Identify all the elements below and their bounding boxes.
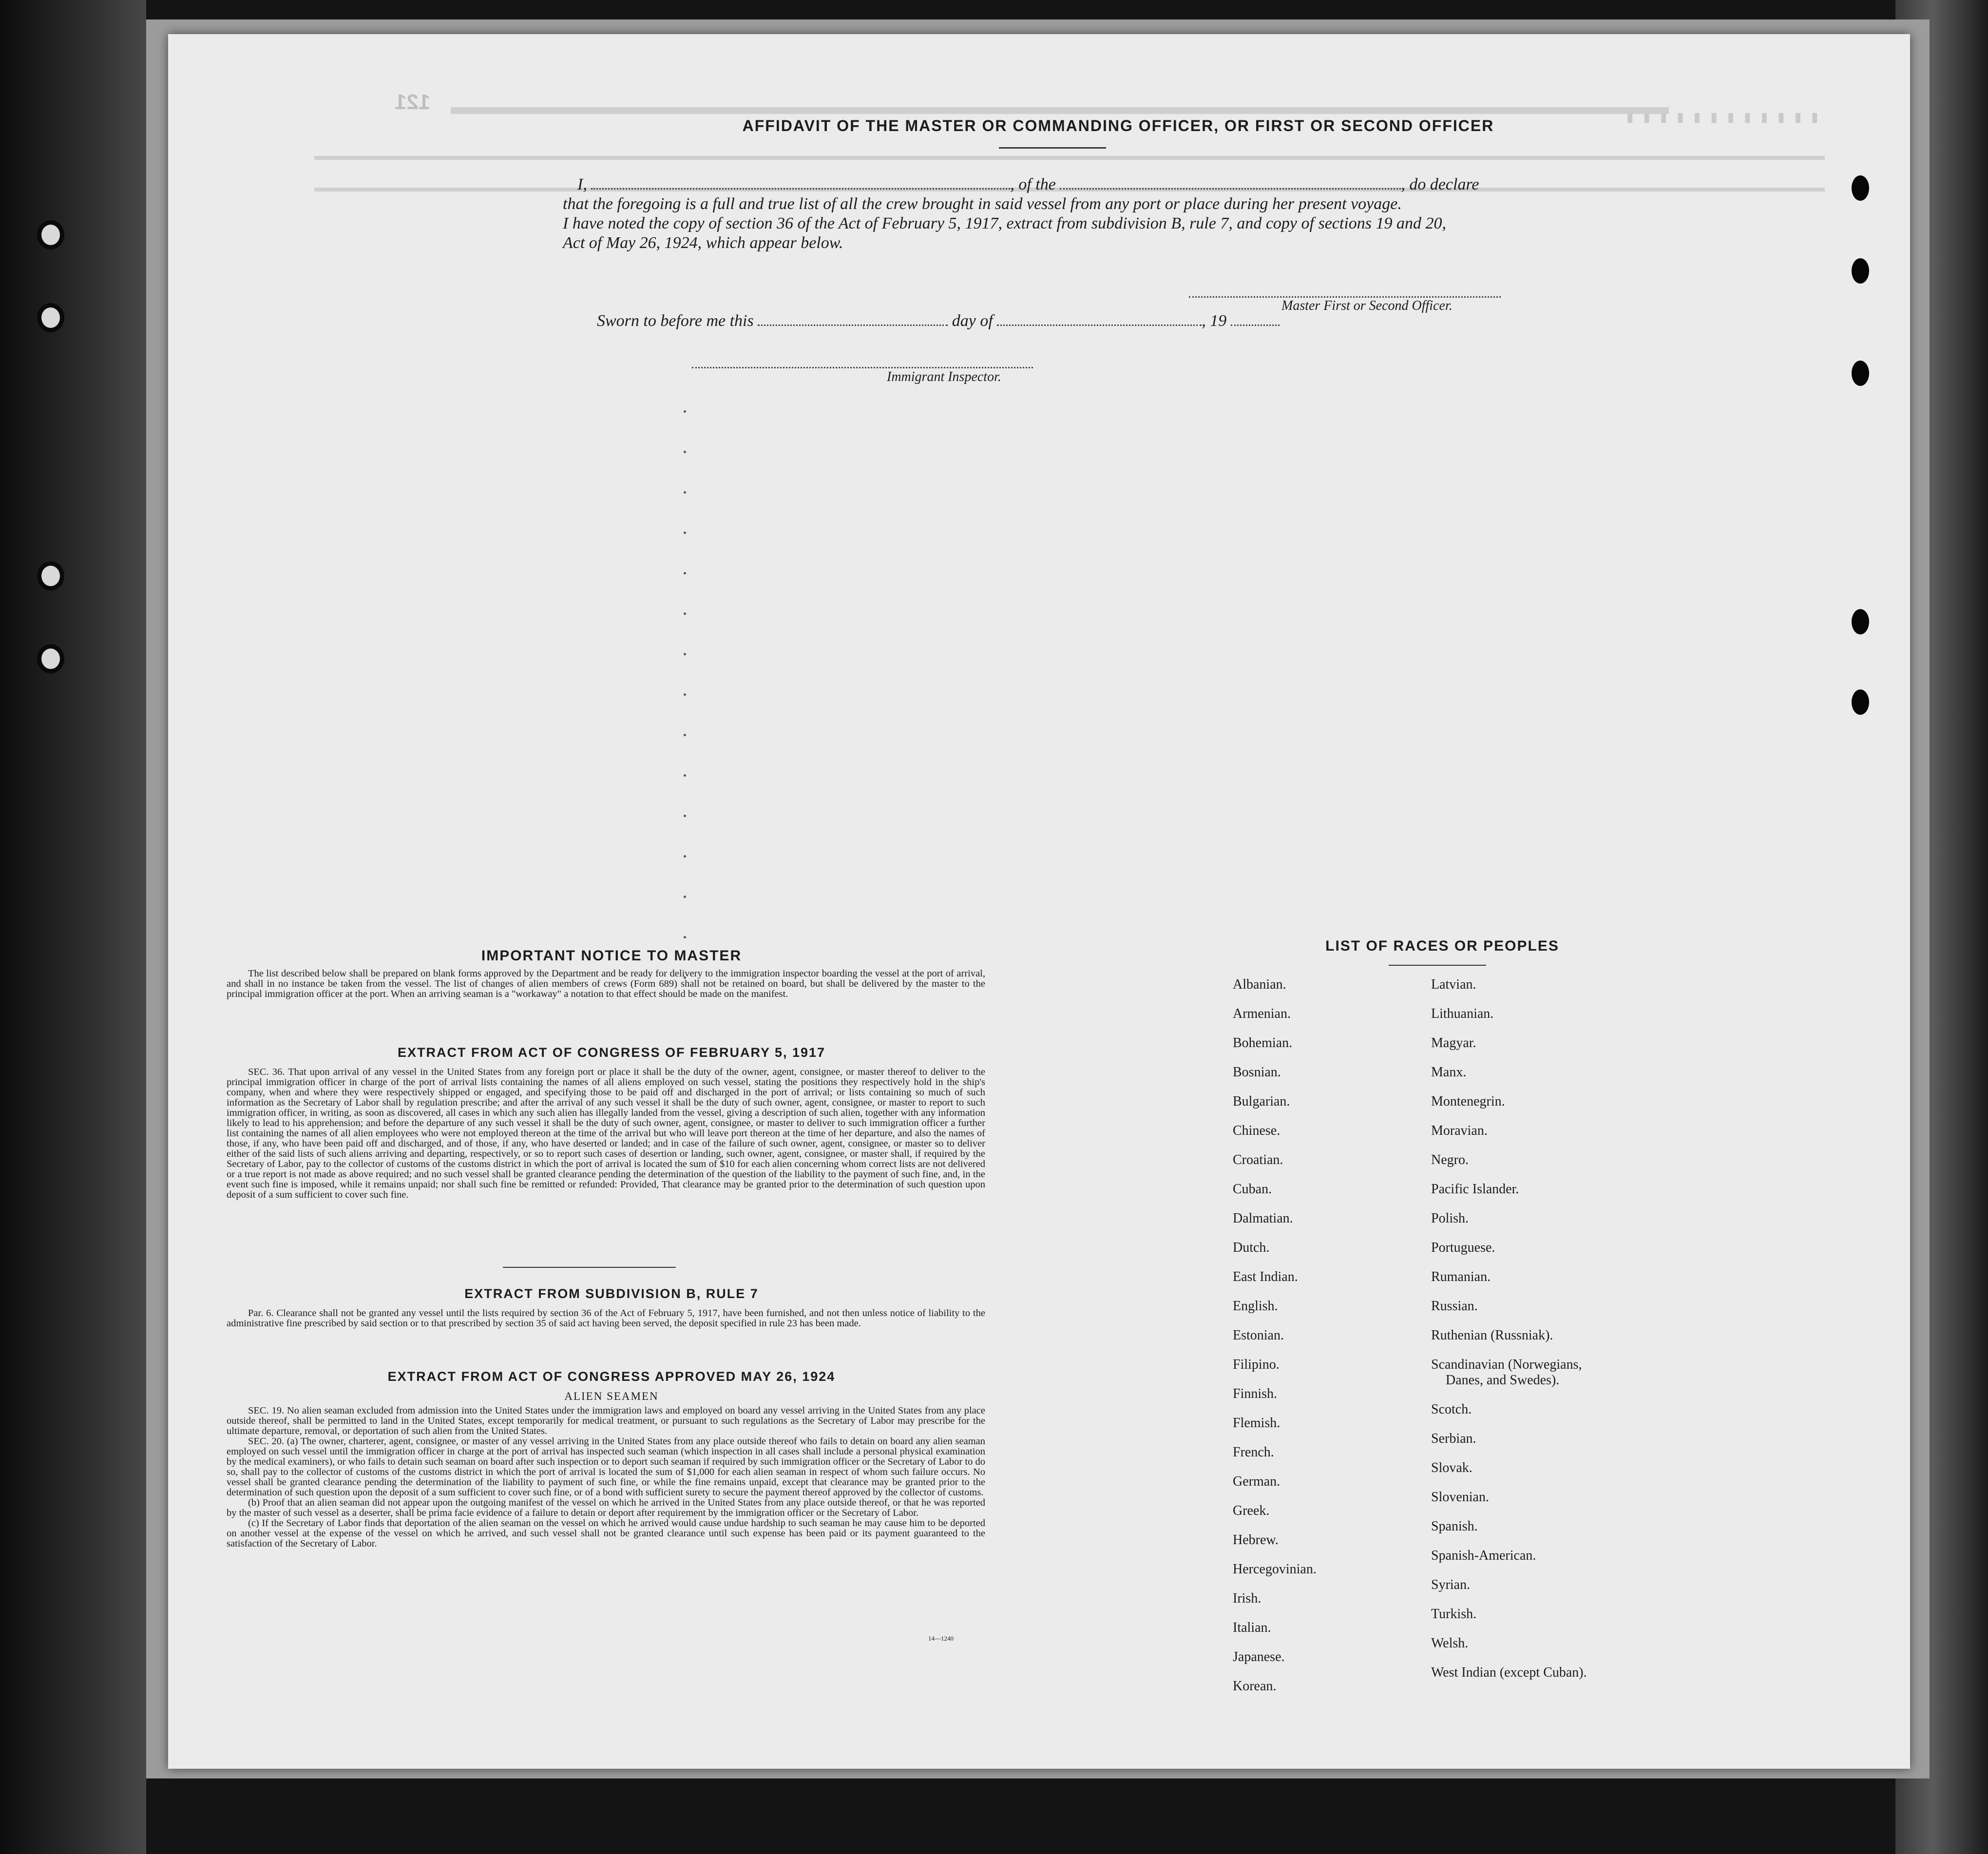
extract-1924-body xyxy=(227,1406,985,1549)
race-item: Slovak. xyxy=(1431,1460,1472,1475)
sec-20a: SEC. 20. (a) The owner, charterer, agent, consignee, or master of any vessel arriving in the United States from any place outside thereof who fails to detain on board any alien seaman employed on such vessel until the immigration officer in charge at the port of arrival has inspected such seaman (which inspection in all cases shall include a personal physical examination by the medical examiners), or who fails to detain such seaman on board after such inspection or to deport such seaman if required by such immigration officer or the Secretary of Labor to do so, shall pay to the collector of customs of the customs district in which the port of arrival is located the sum of $1,000 for each alien seaman in respect of whom such failure occurs. No vessel shall be granted clearance pending the determination of the liability to payment of such fine, or while the fine remains unpaid, except that clearance may be granted prior to the determination of such question upon the deposit of a sum sufficient to cover such fine, or of a bond with sufficient surety to secure the payment thereof approved by the collector of customs. xyxy=(227,1436,985,1498)
race-item: Manx. xyxy=(1431,1065,1467,1080)
race-item: Italian. xyxy=(1233,1620,1271,1635)
year-prefix: , 19 xyxy=(1202,312,1227,330)
race-item: Spanish. xyxy=(1431,1519,1478,1534)
punch-mark xyxy=(1852,609,1869,634)
manifest-page xyxy=(168,34,1910,1769)
race-item: Negro. xyxy=(1431,1152,1469,1167)
binder-hole xyxy=(37,303,64,332)
race-item: Lithuanian. xyxy=(1431,1006,1494,1021)
race-item: Spanish-American. xyxy=(1431,1548,1536,1563)
race-item: Scotch. xyxy=(1431,1402,1472,1417)
affidavit-line-2: that the foregoing is a full and true list of all the crew brought in said vessel from any port or place during her present voyage. xyxy=(563,195,1402,213)
race-item: West Indian (except Cuban). xyxy=(1431,1665,1587,1680)
race-item: Ruthenian (Russniak). xyxy=(1431,1328,1553,1343)
bleed-through-line xyxy=(314,156,1825,160)
race-item: Filipino. xyxy=(1233,1357,1280,1372)
race-item: Moravian. xyxy=(1431,1123,1488,1138)
master-signature-caption: Master First or Second Officer. xyxy=(1281,298,1453,313)
race-item: Pacific Islander. xyxy=(1431,1182,1519,1197)
vessel-name-field[interactable] xyxy=(1060,176,1401,190)
affidavit-line-3: I have noted the copy of section 36 of the Act of February 5, 1917, extract from subdivision B, rule 7, and copy of sections 19 and 20, xyxy=(563,214,1447,232)
divider xyxy=(999,147,1106,149)
notice-body: The list described below shall be prepared on blank forms approved by the Department and be ready for delivery to the immigration inspector boarding the vessel at the port of arrival, and shall in no instance be taken from the vessel. The list of changes of alien members of crews (Form 689) shall not be retained on board, but shall be delivered by the master to the principal immigration officer at the port. When an arriving seaman is a "workaway" a notation to that effect should be made on the manifest. xyxy=(227,968,985,999)
declarant-prefix: I, xyxy=(577,175,587,193)
inspector-signature-caption: Immigrant Inspector. xyxy=(887,369,1001,384)
bleed-through-heading xyxy=(451,107,1669,114)
race-item: Greek. xyxy=(1233,1503,1270,1518)
race-item: Cuban. xyxy=(1233,1182,1272,1197)
race-item: Polish. xyxy=(1431,1211,1469,1226)
race-item: English. xyxy=(1233,1299,1278,1314)
sworn-day-field[interactable] xyxy=(758,313,948,326)
race-item: Rumanian. xyxy=(1431,1269,1491,1284)
binder-hole xyxy=(37,561,64,591)
race-item: Japanese. xyxy=(1233,1649,1285,1664)
race-item: Scandinavian (Norwegians, xyxy=(1431,1357,1582,1372)
race-item: Bosnian. xyxy=(1233,1065,1281,1080)
race-item: Flemish. xyxy=(1233,1415,1281,1431)
race-item: Korean. xyxy=(1233,1679,1277,1694)
race-item: Dutch. xyxy=(1233,1240,1270,1255)
race-item: Serbian. xyxy=(1431,1431,1476,1446)
extract-1924-subtitle: ALIEN SEAMEN xyxy=(564,1390,659,1402)
inspector-signature-line[interactable] xyxy=(692,367,1033,368)
race-item: German. xyxy=(1233,1474,1281,1489)
master-name-field[interactable] xyxy=(591,176,1010,190)
divider xyxy=(503,1267,676,1268)
sworn-month-field[interactable] xyxy=(997,313,1202,326)
race-item: Hercegovinian. xyxy=(1233,1562,1317,1577)
sec-20b: (b) Proof that an alien seaman did not appear upon the outgoing manifest of the vessel on which he arrived in the United States from any place outside thereof, or that he was reported by the master of such vessel as a deserter, shall be prima facie evidence of a failure to detain or deport after requirement by the immigration officer or the Secretary of Labor. xyxy=(227,1497,985,1518)
extract-1917-title: EXTRACT FROM ACT OF CONGRESS OF FEBRUARY 5, 1917 xyxy=(397,1045,826,1060)
races-title: LIST OF RACES OR PEOPLES xyxy=(1325,938,1559,954)
race-item: Danes, and Swedes). xyxy=(1446,1373,1560,1388)
race-item: Albanian. xyxy=(1233,977,1286,992)
race-item: Magyar. xyxy=(1431,1035,1476,1051)
race-item: French. xyxy=(1233,1445,1274,1460)
race-item: Latvian. xyxy=(1431,977,1476,992)
race-item: Irish. xyxy=(1233,1591,1262,1606)
affidavit-declaration-line xyxy=(577,175,1479,194)
scan-background-left xyxy=(0,0,146,1854)
race-item: East Indian. xyxy=(1233,1269,1298,1284)
race-item: Chinese. xyxy=(1233,1123,1281,1138)
race-item: Croatian. xyxy=(1233,1152,1283,1167)
binder-hole xyxy=(37,220,64,249)
race-item: Dalmatian. xyxy=(1233,1211,1293,1226)
extract-1924-title: EXTRACT FROM ACT OF CONGRESS APPROVED MAY 26, 1924 xyxy=(387,1369,836,1384)
sworn-prefix: Sworn to before me this xyxy=(597,312,754,330)
race-item: Estonian. xyxy=(1233,1328,1284,1343)
punch-mark xyxy=(1852,175,1869,201)
punch-mark xyxy=(1852,689,1869,715)
race-item: Syrian. xyxy=(1431,1577,1471,1592)
form-number: 14—1240 xyxy=(928,1635,954,1642)
sworn-year-field[interactable] xyxy=(1231,313,1280,326)
race-item: Armenian. xyxy=(1233,1006,1291,1021)
bleed-through-mark: ▮▮▮▮▮▮▮▮▮▮▮▮ xyxy=(1625,109,1827,128)
do-declare-label: , do declare xyxy=(1401,175,1479,193)
sworn-line xyxy=(597,312,1280,330)
extract-rule7-body: Par. 6. Clearance shall not be granted any vessel until the lists required by section 36 of the Act of February 5, 1917, have been furnished, and not then unless notice of liability to the administrative fine prescribed by said section or to that prescribed by section 35 of said act having been served, the deposit specified in rule 23 has been made. xyxy=(227,1308,985,1329)
notice-title: IMPORTANT NOTICE TO MASTER xyxy=(481,948,742,964)
race-item: Montenegrin. xyxy=(1431,1094,1505,1109)
extract-1917-body: SEC. 36. That upon arrival of any vessel in the United States from any foreign port or place it shall be the duty of the owner, agent, consignee, or master thereof to deliver to the principal immigration officer in charge of the port of arrival lists containing the names of all aliens employed on such vessel, stating the positions they respectively hold in the ship's company, when and where they were respectively shipped or engaged, and specifying those to be paid off and discharged in the port of arrival; or lists containing so much of such information as the Secretary of Labor shall by regulation prescribe; and after the arrival of any such vessel it shall be the duty of such owner, agent, consignee, or master to report to such immigration officer, in writing, as soon as discovered, all cases in which any such alien has illegally landed from the vessel, giving a description of such alien, together with any information likely to lead to his apprehension; and before the departure of any such vessel it shall be the duty of such owner, agent, consignee, or master to deliver to such immigration officer a further list containing the names of all alien employees who were not employed thereon at the time of the arrival but who will leave port thereon at the time of her departure, and also the names of those, if any, who have been paid off and discharged, and of those, if any, who have deserted or landed; and in case of the failure of such owner, agent, consignee, or master so to deliver either of the said lists of such aliens arriving and departing, respectively, or so to report such cases of desertion or landing, such owner, agent, consignee, or master shall, if required by the Secretary of Labor, pay to the collector of customs of the customs district in which the port of arrival is located the sum of $10 for each alien concerning whom correct lists are not delivered or a true report is not made as above required; and no such vessel shall be granted clearance pending the determination of the question of the liability to the payment of such fine, and, in the event such fine is imposed, while it remains unpaid; nor shall such fine be remitted or refunded: Provided, That clearance may be granted prior to the determination of such question upon deposit of a sum sufficient to cover such fine. xyxy=(227,1067,985,1200)
race-item: Portuguese. xyxy=(1431,1240,1495,1255)
sec-19: SEC. 19. No alien seaman excluded from admission into the United States under the immigration laws and employed on board any vessel arriving in the United States from any place outside thereof, shall be permitted to land in the United States, except temporarily for medical treatment, or pursuant to such regulations as the Secretary of Labor may prescribe for the ultimate departure, removal, or deportation of such alien from the United States. xyxy=(227,1405,985,1436)
sec-20c: (c) If the Secretary of Labor finds that deportation of the alien seaman on the vessel on which he arrived would cause undue hardship to such seaman he may cause him to be deported on another vessel at the expense of the vessel on which he arrived, and such vessel shall not be granted clearance until such expense has been paid or its payment guaranteed to the satisfaction of the Secretary of Labor. xyxy=(227,1518,985,1549)
bleed-through-number: 121 xyxy=(395,90,431,114)
race-item: Bulgarian. xyxy=(1233,1094,1290,1109)
affidavit-line-4: Act of May 26, 1924, which appear below. xyxy=(563,234,843,252)
divider xyxy=(1389,965,1486,966)
binder-hole xyxy=(37,644,64,673)
race-item: Finnish. xyxy=(1233,1386,1278,1401)
race-item: Russian. xyxy=(1431,1299,1478,1314)
race-item: Hebrew. xyxy=(1233,1532,1279,1548)
race-item: Turkish. xyxy=(1431,1606,1477,1622)
of-the-label: , of the xyxy=(1010,175,1056,193)
punch-mark xyxy=(1852,361,1869,386)
race-item: Slovenian. xyxy=(1431,1490,1489,1505)
day-of-label: day of xyxy=(952,312,993,330)
master-signature-line[interactable] xyxy=(1189,296,1501,298)
affidavit-title: AFFIDAVIT OF THE MASTER OR COMMANDING OFFICER, OR FIRST OR SECOND OFFICER xyxy=(742,117,1494,134)
punch-mark xyxy=(1852,258,1869,284)
race-item: Bohemian. xyxy=(1233,1035,1293,1051)
race-item: Welsh. xyxy=(1431,1636,1469,1651)
extract-rule7-title: EXTRACT FROM SUBDIVISION B, RULE 7 xyxy=(464,1286,759,1301)
